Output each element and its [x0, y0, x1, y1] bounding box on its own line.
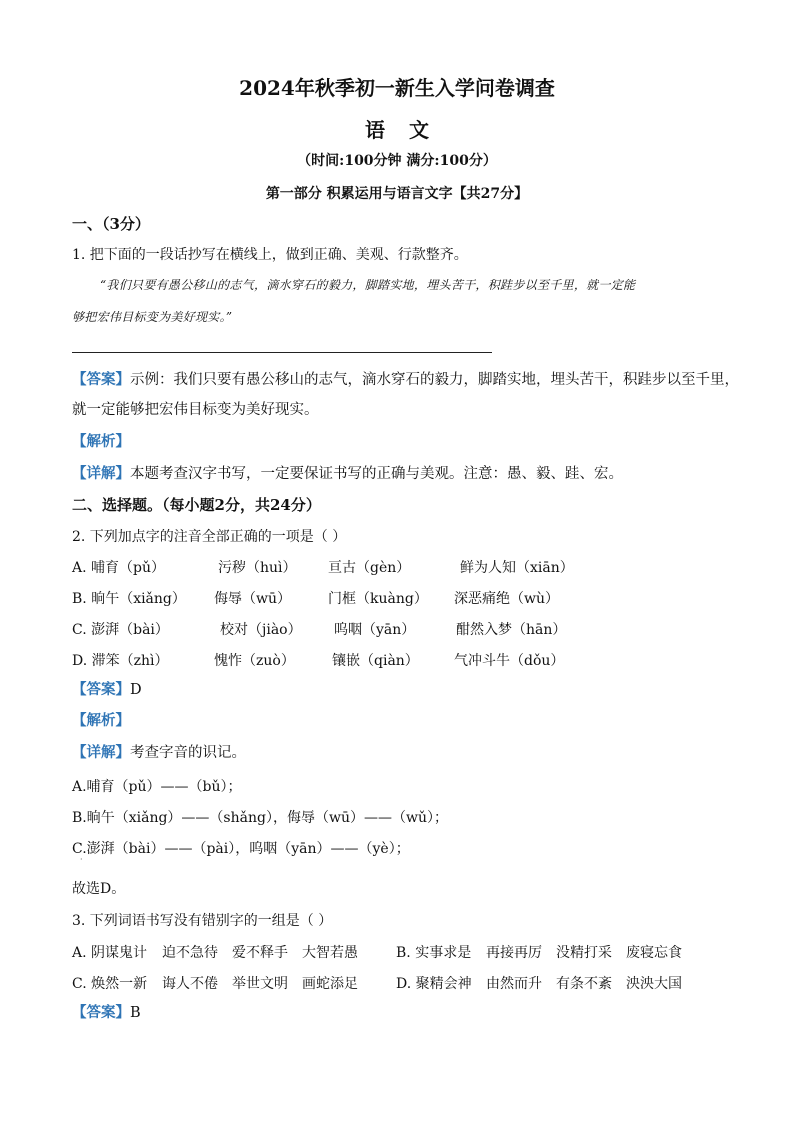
q2-answer-value: D [130, 682, 142, 698]
q2-a-1: A. 哺育（pǔ） [72, 560, 165, 576]
q2-detail-line-c: C.澎湃（bài）——（pài），呜咽（yān）——（yè）； [72, 841, 410, 857]
q2-d-2: 愧怍（zuò） [214, 653, 295, 669]
q2-option-a [72, 557, 672, 577]
q2-detail-text: 考查字音的识记。 [130, 745, 246, 761]
q3-a-3: 爱不释手 [232, 945, 288, 961]
q3-d-3: 有条不紊 [556, 976, 612, 992]
q3-a-2: 迫不急待 [162, 945, 218, 961]
part-heading: 第一部分 积累运用与语言文字【共27分】 [265, 186, 529, 202]
q1-quote-line1: “我们只要有愚公移山的志气，滴水穿石的毅力，脚踏实地，埋头苦干，积跬步以至千里，就一定能 [100, 278, 636, 292]
q3-options-row2 [72, 973, 722, 993]
answer-tag: 【答案】 [72, 681, 130, 698]
q2-d-3: 镶嵌（qiàn） [332, 653, 419, 669]
q3-answer-value: B [130, 1005, 141, 1021]
q2-option-c [72, 619, 672, 639]
q1-quote-line2: 够把宏伟目标变为美好现实。” [72, 310, 233, 324]
q2-option-b [72, 588, 672, 608]
q2-b-1: B. 晌午（xiǎng） [72, 591, 186, 607]
answer-tag: 【答案】 [72, 1004, 130, 1021]
q2-c-4: 酣然入梦（hān） [456, 622, 567, 638]
q1-analysis-tag: 【解析】 [72, 433, 130, 450]
q2-analysis-tag: 【解析】 [72, 712, 130, 729]
q2-b-4: 深恶痛绝（wù） [454, 591, 559, 607]
q3-d-1: D. 聚精会神 [396, 976, 472, 992]
q3-b-3: 没精打采 [556, 945, 612, 961]
answer-tag: 【答案】 [72, 371, 130, 388]
q3-c-2: 诲人不倦 [162, 976, 218, 992]
document-title: 2024年秋季初一新生入学问卷调查 [239, 76, 555, 100]
q2-stem: 2. 下列加点字的注音全部正确的一项是（ ） [72, 529, 347, 545]
q2-a-3: 亘古（gèn） [328, 560, 411, 576]
q3-b-1: B. 实事求是 [396, 945, 472, 961]
q2-d-1: D. 滞笨（zhì） [72, 653, 169, 669]
section2-heading: 二、选择题。（每小题2分，共24分） [72, 496, 321, 514]
q3-c-3: 举世文明 [232, 976, 288, 992]
q3-b-4: 废寝忘食 [626, 945, 682, 961]
section1-heading: 一、（3分） [72, 215, 150, 233]
q3-d-2: 由然而升 [486, 976, 542, 992]
subject-heading: 语文 [365, 118, 453, 142]
q1-detail-text: 本题考查汉字书写，一定要保证书写的正确与美观。注意：愚、毅、跬、宏。 [130, 466, 623, 482]
q2-option-d [72, 650, 672, 670]
q2-c-1: C. 澎湃（bài） [72, 622, 169, 638]
writing-line [72, 352, 492, 353]
detail-tag: 【详解】 [72, 744, 130, 761]
detail-tag: 【详解】 [72, 465, 130, 482]
q1-answer-line2: 就一定能够把宏伟目标变为美好现实。 [72, 402, 319, 418]
q3-stem: 3. 下列词语书写没有错别字的一组是（ ） [72, 913, 333, 929]
stray-mark: · [80, 855, 83, 864]
q2-c-3: 呜咽（yān） [334, 622, 416, 638]
q1-stem: 1. 把下面的一段话抄写在横线上，做到正确、美观、行款整齐。 [72, 247, 468, 263]
q2-a-4: 鲜为人知（xiān） [460, 560, 574, 576]
q2-c-2: 校对（jiào） [220, 622, 302, 638]
q3-answer [72, 998, 141, 1028]
q3-a-4: 大智若愚 [302, 945, 358, 961]
q2-b-2: 侮辱（wū） [214, 591, 291, 607]
q1-answer [72, 365, 739, 395]
q1-answer-text: 示例：我们只要有愚公移山的志气，滴水穿石的毅力，脚踏实地，埋头苦干，积跬步以至千里， [130, 372, 739, 388]
q3-options-row1 [72, 942, 722, 962]
q1-detail [72, 459, 623, 489]
q2-answer [72, 675, 142, 705]
q3-c-1: C. 焕然一新 [72, 976, 148, 992]
time-info: （时间:100分钟 满分:100分） [297, 153, 497, 169]
q2-detail-line-b: B.晌午（xiǎng）——（shǎng），侮辱（wū）——（wǔ）； [72, 810, 448, 826]
q3-d-4: 泱泱大国 [626, 976, 682, 992]
q2-d-4: 气冲斗牛（dǒu） [454, 653, 565, 669]
q2-detail-line-a: A.哺育（pǔ）——（bǔ）； [72, 779, 242, 795]
q2-a-2: 污秽（huì） [218, 560, 297, 576]
q2-conclusion: 故选D。 [72, 881, 126, 897]
q3-b-2: 再接再厉 [486, 945, 542, 961]
q2-detail [72, 738, 246, 768]
q3-a-1: A. 阴谋鬼计 [72, 945, 148, 961]
q2-b-3: 门框（kuàng） [328, 591, 428, 607]
q3-c-4: 画蛇添足 [302, 976, 358, 992]
